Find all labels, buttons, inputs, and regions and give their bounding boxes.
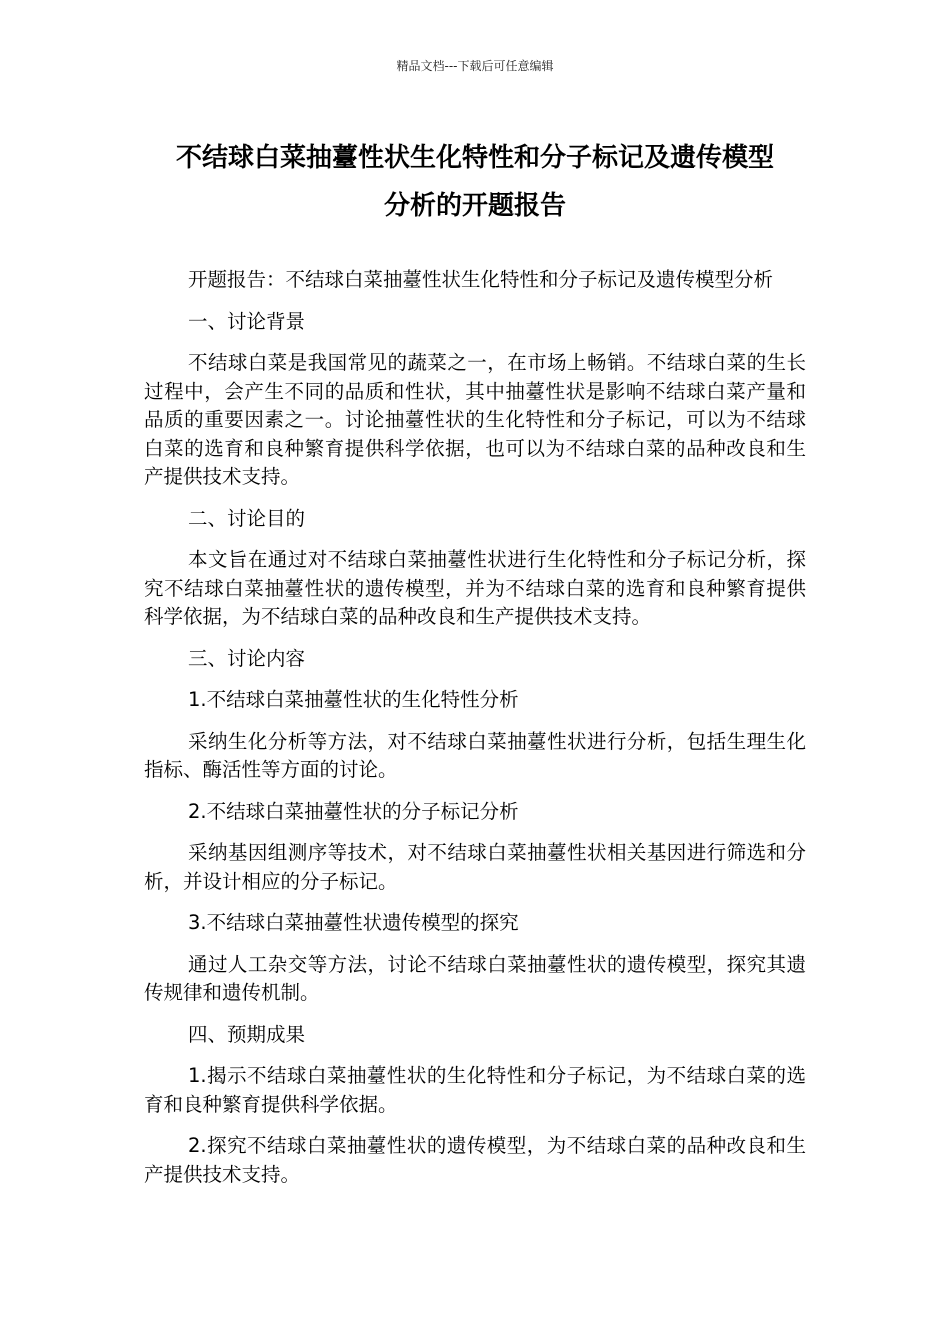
title-line-1: 不结球白菜抽薹性状生化特性和分子标记及遗传模型 <box>175 143 774 173</box>
genetic-paragraph: 通过人工杂交等方法，讨论不结球白菜抽薹性状的遗传模型，探究其遗传规律和遗传机制。 <box>144 952 806 1004</box>
result-item-2: 2.探究不结球白菜抽薹性状的遗传模型，为不结球白菜的品种改良和生产提供技术支持。 <box>144 1134 806 1186</box>
header-note: 精品文档---下载后可任意编辑 <box>396 59 554 73</box>
section-heading-results: 四、预期成果 <box>188 1022 306 1046</box>
background-paragraph: 不结球白菜是我国常见的蔬菜之一，在市场上畅销。不结球白菜的生长过程中，会产生不同的品质和性状，其中抽薹性状是影响不结球白菜产量和品质的重要因素之一。讨论抽薹性状的生化特性和分子标记，可以为不结球白菜的选育和良种繁育提供科学依据，也可以为不结球白菜的品种改良和生产提供技术支持。 <box>144 351 806 488</box>
section-heading-background: 一、讨论背景 <box>188 309 306 333</box>
document-title <box>100 134 850 230</box>
subsection-heading-genetic: 3.不结球白菜抽薹性状遗传模型的探究 <box>188 911 519 934</box>
biochemical-paragraph: 采纳生化分析等方法，对不结球白菜抽薹性状进行分析，包括生理生化指标、酶活性等方面的讨论。 <box>144 729 806 781</box>
document-body <box>144 266 806 1202</box>
subsection-heading-molecular: 2.不结球白菜抽薹性状的分子标记分析 <box>188 799 519 823</box>
section-heading-content: 三、讨论内容 <box>188 646 306 670</box>
molecular-paragraph: 采纳基因组测序等技术，对不结球白菜抽薹性状相关基因进行筛选和分析，并设计相应的分子标记。 <box>144 841 806 893</box>
intro-paragraph: 开题报告：不结球白菜抽薹性状生化特性和分子标记及遗传模型分析 <box>188 268 774 291</box>
title-line-2: 分析的开题报告 <box>383 191 566 221</box>
purpose-paragraph: 本文旨在通过对不结球白菜抽薹性状进行生化特性和分子标记分析，探究不结球白菜抽薹性状的遗传模型，并为不结球白菜的选育和良种繁育提供科学依据，为不结球白菜的品种改良和生产提供技术支持。 <box>144 548 806 628</box>
subsection-heading-biochemical: 1.不结球白菜抽薹性状的生化特性分析 <box>188 688 519 711</box>
result-item-1: 1.揭示不结球白菜抽薹性状的生化特性和分子标记，为不结球白菜的选育和良种繁育提供科学依据。 <box>144 1064 806 1116</box>
section-heading-purpose: 二、讨论目的 <box>188 506 306 530</box>
